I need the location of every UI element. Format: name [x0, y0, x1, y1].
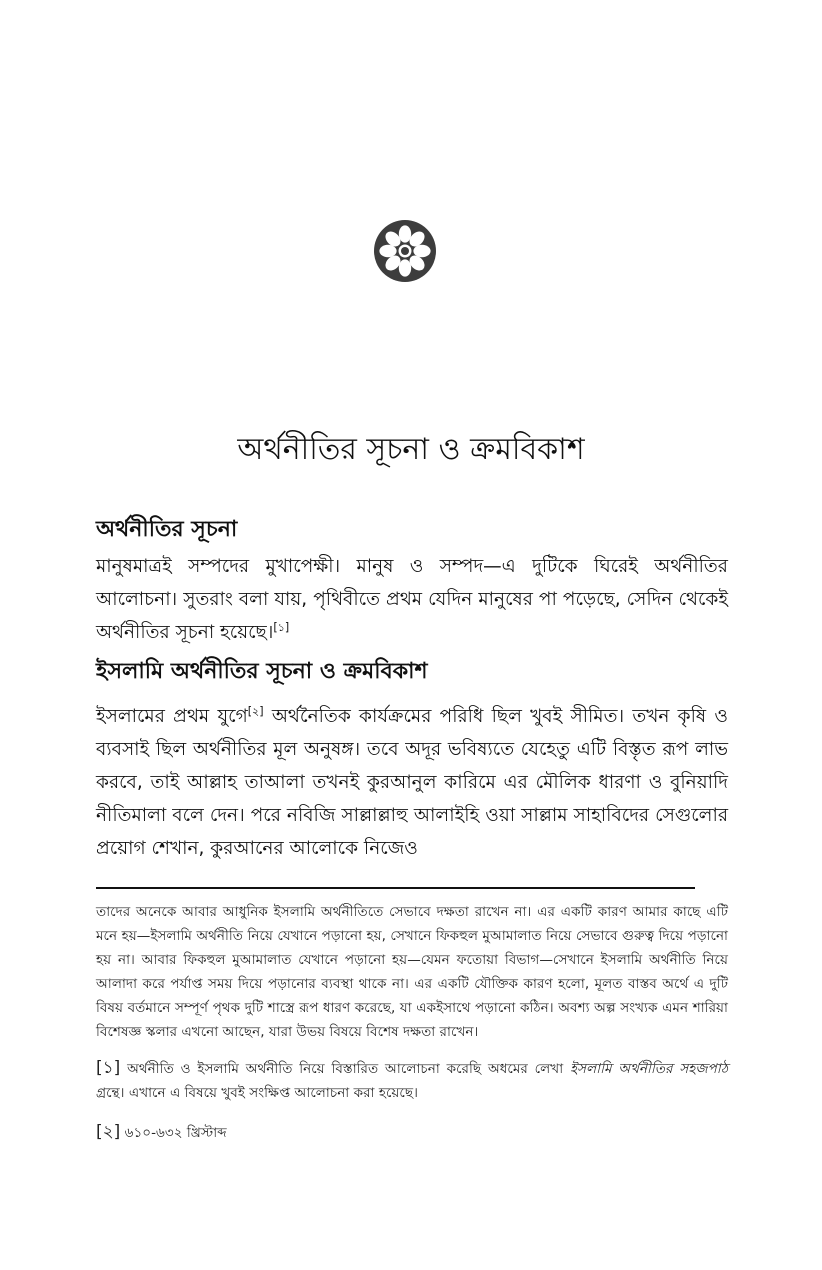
paragraph-islamic-text-2: অর্থনৈতিক কার্যক্রমের পরিধি ছিল খুবই সীমিত। তখন কৃষি ও ব্যবসাই ছিল অর্থনীতির মূল অনুষঙ্গ। তবে অদূর ভবিষ্যতে যেহেতু এটি বিস্তৃত রূপ লাভ করবে, তাই আল্লাহ তাআলা তখনই কুরআনুল কারিমে এর মৌলিক ধারণা ও বুনিয়াদি নীতিমালা বলে দেন। পরে নবিজি সাল্লাল্লাহু আলাইহি ওয়া সাল্লাম সাহাবিদের সেগুলোর প্রয়োগ শেখান, কুরআনের আলোকে নিজেও — [96, 706, 728, 859]
section-heading-islamic: ইসলামি অর্থনীতির সূচনা ও ক্রমবিকাশ — [96, 659, 428, 684]
ornament-petal — [379, 245, 396, 257]
footnote-ref-2[interactable]: [২] — [247, 704, 264, 718]
paragraph-origin-text: মানুষমাত্রই সম্পদের মুখাপেক্ষী। মানুষ ও সম্পদ—এ দুটিকে ঘিরেই অর্থনীতির আলোচনা। সুতরাং বলা যায়, পৃথিবীতে প্রথম যেদিন মানুষের পা পড়েছে, সেদিন থেকেই অর্থনীতির সূচনা হয়েছে। — [96, 556, 728, 643]
flower-ornament-icon — [373, 219, 437, 283]
footnote-1-text-2: গ্রন্থে। এখানে এ বিষয়ে খুবই সংক্ষিপ্ত আলোচনা করা হয়েছে। — [96, 1085, 418, 1101]
footnote-2-text: ৬১০-৬৩২ খ্রিস্টাব্দ — [120, 1125, 227, 1141]
footnote-1-book-title: ইসলামি অর্থনীতির সহজপাঠ — [569, 1061, 728, 1077]
footnote-2 — [96, 1120, 728, 1145]
ornament-petal — [413, 245, 430, 257]
footnote-ref-1[interactable]: [১] — [273, 620, 290, 634]
paragraph-islamic-text-1: ইসলামের প্রথম যুগে — [96, 706, 248, 727]
paragraph-origin — [96, 550, 728, 649]
paragraph-islamic — [96, 700, 728, 865]
footnote-1-text-1: অর্থনীতি ও ইসলামি অর্থনীতি নিয়ে বিস্তারিত আলোচনা করেছি অধমের লেখা — [120, 1061, 570, 1077]
ornament-petal — [399, 225, 411, 242]
footnote-1-mark: [১] — [96, 1058, 121, 1078]
footnote-2-mark: [২] — [96, 1122, 121, 1142]
ornament-petal — [399, 259, 411, 276]
footnote-divider — [96, 887, 695, 889]
footnote-1 — [96, 1056, 728, 1105]
footnote-continuation: তাদের অনেকে আবার আধুনিক ইসলামি অর্থনীতিতে সেভাবে দক্ষতা রাখেন না। এর একটি কারণ আমার কাছে এটি মনে হয়—ইসলামি অর্থনীতি নিয়ে যেখানে পড়ানো হয়, সেখানে ফিকহুল মুআমালাত নিয়ে সেভাবে গুরুত্ব দিয়ে পড়ানো হয় না। আবার ফিকহুল মুআমালাত যেখানে পড়ানো হয়—যেমন ফতোয়া বিভাগ—সেখানে ইসলামি অর্থনীতি নিয়ে আলাদা করে পর্যাপ্ত সময় দিয়ে পড়ানোর ব্যবস্থা থাকে না। এর একটি যৌক্তিক কারণ হলো, মূলত বাস্তব অর্থে এ দুটি বিষয় বর্তমানে সম্পূর্ণ পৃথক দুটি শাস্ত্রে রূপ ধারণ করেছে, যা একইসাথে পড়ানো কঠিন। অবশ্য অল্প সংখ্যক এমন শারিয়া বিশেষজ্ঞ স্কলার এখনো আছেন, যারা উভয় বিষয়ে বিশেষ দক্ষতা রাখেন। — [96, 904, 728, 1040]
section-heading-origin: অর্থনীতির সূচনা — [96, 517, 238, 542]
chapter-title: অর্থনীতির সূচনা ও ক্রমবিকাশ — [237, 432, 585, 467]
